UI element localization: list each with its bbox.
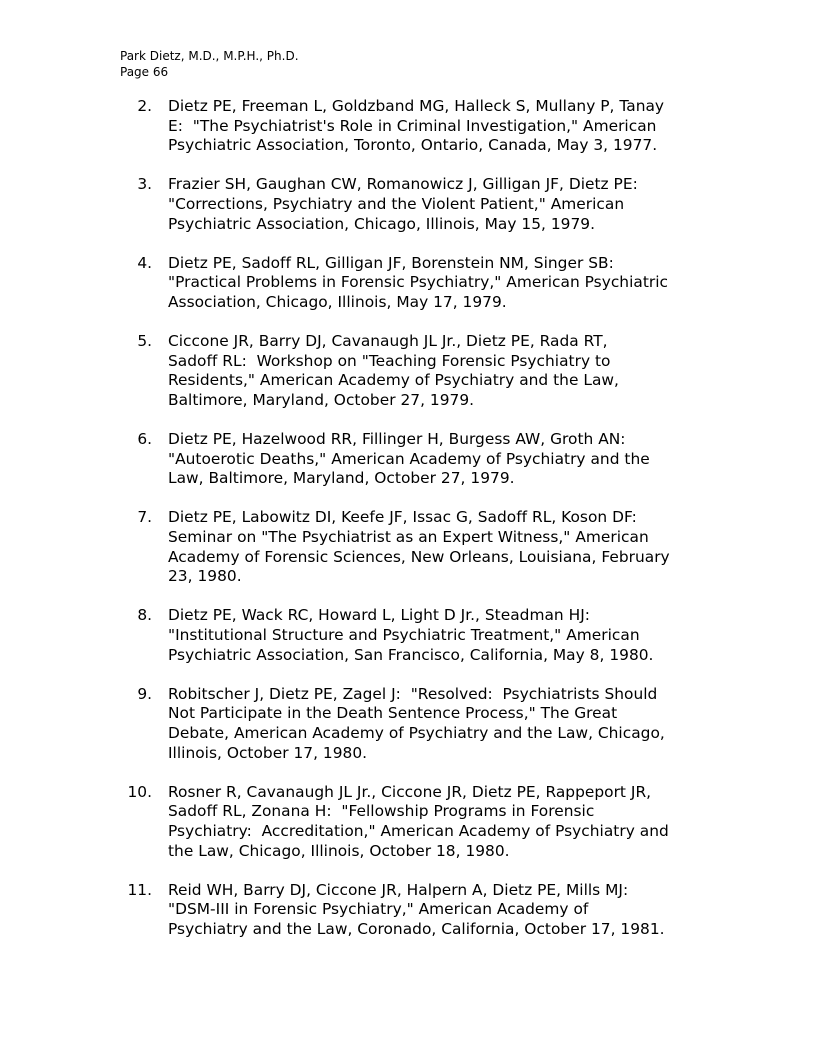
page-header [120,48,299,80]
citation-line: Law, Baltimore, Maryland, October 27, 1979. [168,469,515,488]
list-item-number: 8. [137,606,152,625]
list-item [0,508,816,586]
citation-text [168,175,698,234]
citation-line: Sadoff RL: Workshop on "Teaching Forensic Psychiatry to [168,351,611,370]
citation-line: "Practical Problems in Forensic Psychiatry," American Psychiatric [168,273,669,292]
list-item-number: 2. [137,97,152,115]
citation-line: Psychiatric Association, Chicago, Illinois, May 15, 1979. [168,214,596,233]
list-item [0,606,816,665]
citation-line: E: "The Psychiatrist's Role in Criminal Investigation," American [168,116,657,135]
citation-text [168,254,698,313]
citation-text [168,783,698,861]
citation-line: Psychiatric Association, San Francisco, California, May 8, 1980. [168,645,654,664]
citation-line: Psychiatry: Accreditation," American Academy of Psychiatry and [168,821,669,840]
citation-text [168,881,698,940]
citation-line: Reid WH, Barry DJ, Ciccone JR, Halpern A, Dietz PE, Mills MJ: [168,880,629,899]
list-item [0,97,816,156]
citation-line: Rosner R, Cavanaugh JL Jr., Ciccone JR, Dietz PE, Rappeport JR, [168,782,652,801]
list-item-number: 5. [137,332,152,351]
citation-line: Frazier SH, Gaughan CW, Romanowicz J, Gilligan JF, Dietz PE: [168,175,638,194]
list-item [0,254,816,313]
citation-line: Illinois, October 17, 1980. [168,743,368,762]
list-item [0,783,816,861]
list-item-number: 4. [137,253,152,272]
citation-line: Baltimore, Maryland, October 27, 1979. [168,390,475,409]
list-item [0,175,816,234]
page-number: Page 66 [120,65,169,79]
citation-line: Dietz PE, Freeman L, Goldzband MG, Halleck S, Mullany P, Tanay [168,97,665,115]
presentation-list [0,97,816,959]
list-item [0,685,816,763]
citation-text [168,430,698,489]
citation-line: "DSM-III in Forensic Psychiatry," American Academy of [168,900,589,919]
citation-line: Residents," American Academy of Psychiatry and the Law, [168,371,619,390]
list-item-number: 10. [127,782,152,801]
citation-line: Psychiatry and the Law, Coronado, California, October 17, 1981. [168,919,665,938]
citation-line: "Autoerotic Deaths," American Academy of Psychiatry and the [168,449,650,468]
author-name: Park Dietz, M.D., M.P.H., Ph.D. [120,49,299,63]
citation-line: Dietz PE, Labowitz DI, Keefe JF, Issac G, Sadoff RL, Koson DF: [168,508,637,527]
citation-line: Ciccone JR, Barry DJ, Cavanaugh JL Jr., Dietz PE, Rada RT, [168,332,608,351]
citation-line: Debate, American Academy of Psychiatry and the Law, Chicago, [168,724,665,742]
citation-line: Dietz PE, Hazelwood RR, Fillinger H, Burgess AW, Groth AN: [168,430,626,449]
list-item [0,881,816,940]
list-item-number: 11. [127,880,152,899]
citation-line: Dietz PE, Wack RC, Howard L, Light D Jr., Steadman HJ: [168,606,590,625]
citation-line: Psychiatric Association, Toronto, Ontario, Canada, May 3, 1977. [168,136,658,155]
citation-line: 23, 1980. [168,567,242,586]
citation-line: "Corrections, Psychiatry and the Violent Patient," American [168,194,625,213]
list-item-number: 7. [137,508,152,527]
list-item-number: 9. [137,684,152,703]
citation-line: "Institutional Structure and Psychiatric Treatment," American [168,626,640,645]
citation-text [168,606,698,665]
citation-line: Sadoff RL, Zonana H: "Fellowship Programs in Forensic [168,802,595,821]
citation-line: Dietz PE, Sadoff RL, Gilligan JF, Borenstein NM, Singer SB: [168,253,614,272]
citation-text [168,685,698,763]
list-item [0,430,816,489]
citation-text [168,97,698,156]
citation-line: Seminar on "The Psychiatrist as an Expert Witness," American [168,528,649,547]
citation-line: Robitscher J, Dietz PE, Zagel J: "Resolved: Psychiatrists Should [168,684,658,703]
citation-line: Not Participate in the Death Sentence Process," The Great [168,704,618,723]
citation-text [168,508,698,586]
list-item-number: 6. [137,430,152,449]
citation-line: Association, Chicago, Illinois, May 17, 1979. [168,292,507,311]
list-item [0,332,816,410]
list-item-number: 3. [137,175,152,194]
citation-text [168,332,698,410]
citation-line: Academy of Forensic Sciences, New Orleans, Louisiana, February [168,547,670,566]
citation-line: the Law, Chicago, Illinois, October 18, 1980. [168,841,510,860]
